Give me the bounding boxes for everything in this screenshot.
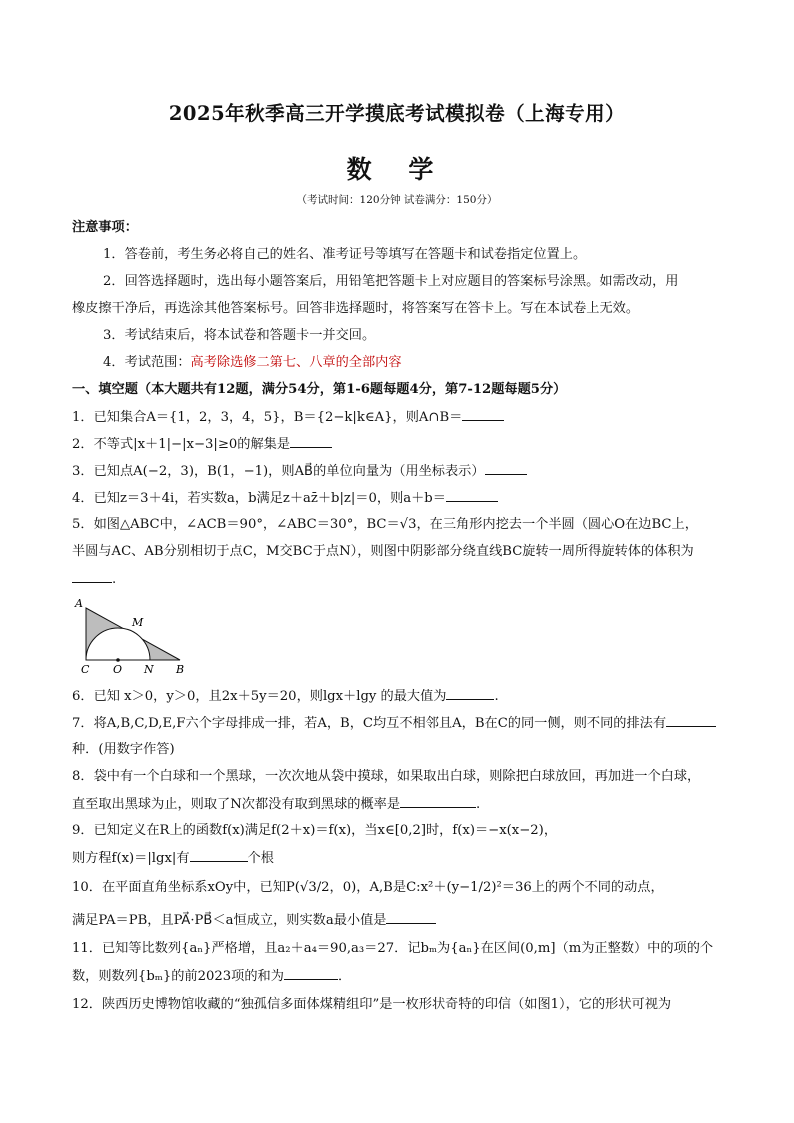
q9-end: 个根	[247, 851, 274, 866]
q8-answer-blank	[400, 794, 476, 808]
question-10b	[72, 910, 732, 931]
q10-answer-blank	[386, 910, 436, 924]
q7-text: 7．将A,B,C,D,E,F六个字母排成一排，若A，B，C均互不相邻且A，B在C的同一侧，则不同的排法有	[72, 716, 667, 731]
q11-answer-blank	[284, 966, 338, 980]
label-o: O	[113, 663, 123, 676]
question-4	[72, 488, 732, 509]
question-11a: 11．已知等比数列{aₙ}严格增，且a₂＋a₄＝90,a₃＝27．记bₘ为{aₙ}在区间(0,m]（m为正整数）中的项的个	[72, 941, 714, 956]
exam-info: （考试时间：120分钟 试卷满分：150分）	[296, 194, 498, 206]
note-4-prefix: 4．考试范围：	[103, 355, 191, 370]
q6-answer-blank	[446, 686, 494, 700]
q9-text: 则方程f(x)＝|lgx|有	[72, 851, 190, 866]
triangle-semicircle-figure	[72, 596, 192, 676]
question-5b: 半圆与AC、AB分别相切于点C，M交BC于点N），则图中阴影部分绕直线BC旋转一周所得旋转体的体积为	[72, 544, 694, 559]
notes-heading: 注意事项：	[72, 220, 138, 235]
q4-answer-blank	[446, 488, 498, 502]
q1-answer-blank	[462, 407, 504, 421]
note-1: 1．答卷前，考生务必将自己的姓名、准考证号等填写在答题卡和试卷指定位置上。	[103, 247, 587, 262]
question-8a: 8．袋中有一个白球和一个黑球，一次次地从袋中摸球，如果取出白球，则除把白球放回，再加进一个白球，	[72, 769, 701, 784]
q2-answer-blank	[290, 434, 332, 448]
question-3	[72, 461, 732, 482]
center-point-o	[116, 658, 120, 662]
q8-end: .	[476, 797, 481, 812]
q9-answer-blank	[190, 848, 248, 862]
section-heading: 一、填空题（本大题共有12题，满分54分，第1-6题每题4分，第7-12题每题5分）	[72, 382, 567, 397]
q1-text: 1．已知集合A＝{1，2，3，4，5}，B＝{2−k|k∈A}，则A∩B＝	[72, 410, 463, 425]
q4-text: 4．已知z＝3＋4i，若实数a，b满足z＋az̄＋b|z|＝0，则a＋b＝	[72, 491, 446, 506]
question-11b	[72, 966, 732, 987]
q5-answer-blank	[72, 569, 112, 583]
q10-text: 满足PA＝PB，且PA⃗·PB⃗＜a恒成立，则实数a最小值是	[72, 913, 387, 928]
label-a: A	[75, 597, 83, 610]
q3-answer-blank	[485, 461, 527, 475]
question-5a: 5．如图△ABC中，∠ACB＝90°，∠ABC＝30°，BC＝√3，在三角形内挖去一个半圆（圆心O在边BC上，	[72, 517, 698, 532]
label-c: C	[81, 663, 90, 676]
question-7b: 种．(用数字作答)	[72, 742, 175, 757]
question-12: 12．陕西历史博物馆收藏的“独孤信多面体煤精组印”是一枚形状奇特的印信（如图1），它的形状可视为	[72, 997, 672, 1012]
q3-text: 3．已知点A(−2，3)，B(1，−1)，则AB⃗的单位向量为（用坐标表示）	[72, 464, 485, 479]
q5-end: .	[112, 572, 117, 587]
q8-text: 直至取出黑球为止，则取了N次都没有取到黑球的概率是	[72, 797, 401, 812]
q6-end: .	[494, 689, 499, 704]
label-n: N	[144, 663, 154, 676]
question-10a: 10．在平面直角坐标系xOy中，已知P(√3/2，0)，A,B是C:x²＋(y−1/2)²＝36上的两个不同的动点，	[72, 880, 664, 895]
note-2a: 2．回答选择题时，选出每小题答案后，用铅笔把答题卡上对应题目的答案标号涂黑。如需改动，用	[103, 274, 679, 289]
subject-title: 数 学	[346, 155, 448, 184]
q11-text: 数，则数列{bₘ}的前2023项的和为	[72, 969, 284, 984]
label-m: M	[132, 616, 144, 629]
question-9b	[72, 848, 732, 869]
label-b: B	[176, 663, 185, 676]
note-3: 3．考试结束后，将本试卷和答题卡一并交回。	[103, 328, 376, 343]
question-7a	[72, 713, 732, 734]
note-4	[103, 353, 763, 373]
question-8b	[72, 794, 732, 815]
question-9a: 9．已知定义在R上的函数f(x)满足f(2＋x)＝f(x)，当x∈[0,2]时，f(x)＝−x(x−2)，	[72, 823, 558, 838]
q11-end: ．	[337, 969, 352, 984]
question-2	[72, 434, 732, 455]
question-5c	[72, 569, 732, 590]
question-6	[72, 686, 732, 707]
q6-text: 6．已知 x＞0，y＞0，且2x＋5y＝20，则lgx＋lgy 的最大值为	[72, 689, 447, 704]
note-2b: 橡皮擦干净后，再选涂其他答案标号。回答非选择题时，将答案写在答卡上。写在本试卷上无效。	[72, 301, 640, 316]
question-1	[72, 407, 732, 428]
exam-title: 2025年秋季高三开学摸底考试模拟卷（上海专用）	[168, 102, 626, 125]
note-4-scope: 高考除选修二第七、八章的全部内容	[190, 355, 402, 370]
q2-text: 2．不等式|x＋1|−|x−3|≥0的解集是	[72, 437, 291, 452]
q7-answer-blank	[666, 713, 716, 727]
